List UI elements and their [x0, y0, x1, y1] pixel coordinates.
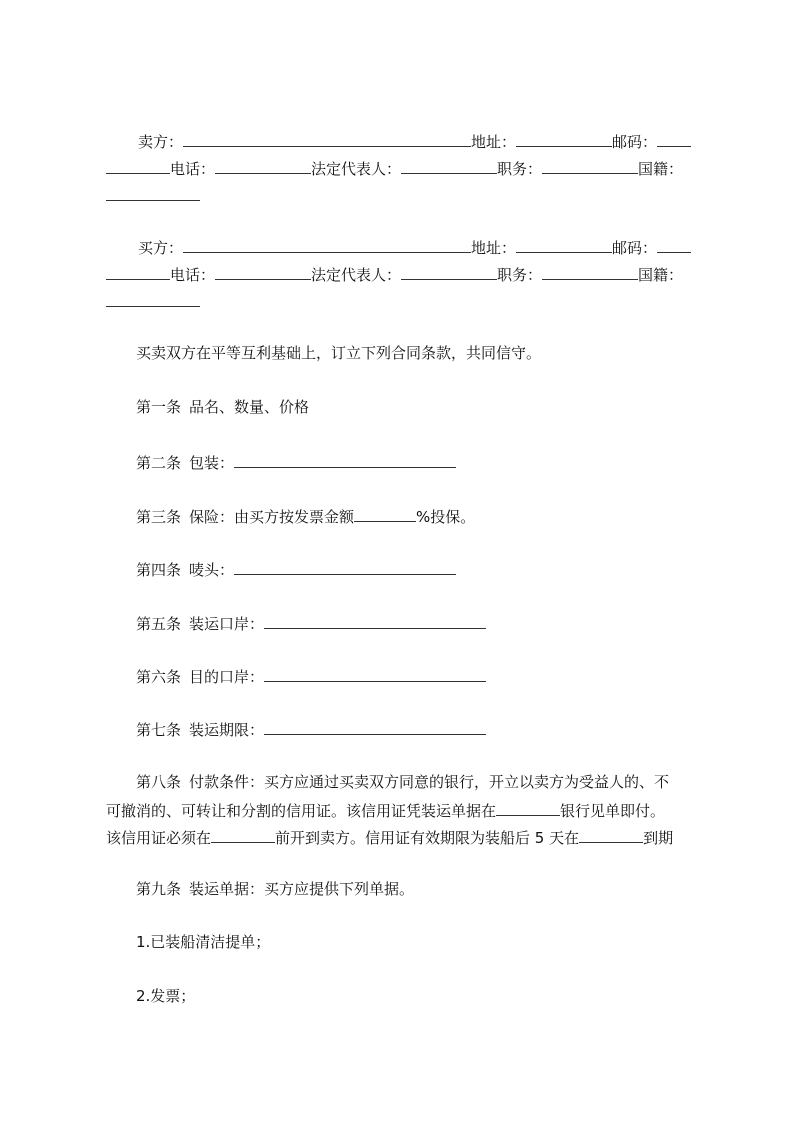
buyer-address-label: 地址：	[471, 239, 517, 257]
bank-blank[interactable]	[496, 799, 560, 816]
seller-address-blank[interactable]	[516, 130, 612, 147]
article-1	[136, 397, 309, 417]
buyer-postcode-label: 邮码：	[612, 239, 658, 257]
insurance-percent-blank[interactable]	[354, 505, 416, 522]
document-item-2: 2.发票；	[136, 987, 196, 1005]
article-5-num: 第五条	[136, 615, 182, 633]
article-7	[136, 718, 486, 740]
article-2-num: 第二条	[136, 454, 182, 472]
article-6	[136, 665, 486, 687]
buyer-legal-rep-label: 法定代表人：	[311, 266, 402, 284]
seller-phone-label: 电话：	[170, 160, 216, 178]
article-6-num: 第六条	[136, 668, 182, 686]
article-6-title: 目的口岸：	[189, 668, 265, 686]
article-8-line-3a: 该信用证必须在	[106, 829, 212, 847]
seller-name-blank[interactable]	[183, 130, 471, 147]
seller-postcode-blank-cont[interactable]	[106, 157, 170, 174]
article-3-suffix: %投保。	[416, 508, 476, 526]
article-8-line-1	[136, 772, 692, 792]
packing-blank[interactable]	[234, 451, 456, 468]
article-5-title: 装运口岸：	[189, 615, 265, 633]
seller-phone-blank[interactable]	[215, 157, 311, 174]
article-8-line-2b: 银行见单即付。	[560, 802, 666, 820]
seller-line-3	[106, 184, 200, 206]
seller-postcode-label: 邮码：	[612, 133, 658, 151]
buyer-line-1	[138, 236, 691, 258]
article-1-title: 品名、数量、价格	[189, 398, 310, 416]
seller-legal-rep-label: 法定代表人：	[311, 160, 402, 178]
seller-label: 卖方：	[138, 133, 184, 151]
buyer-postcode-blank-cont[interactable]	[106, 263, 170, 280]
article-9-num: 第九条	[136, 880, 182, 898]
article-3	[136, 505, 475, 527]
lc-expiry-place-blank[interactable]	[579, 826, 643, 843]
article-9	[136, 879, 414, 899]
buyer-phone-blank[interactable]	[215, 263, 311, 280]
article-4	[136, 558, 456, 580]
article-8-line-3	[106, 826, 673, 848]
seller-postcode-blank[interactable]	[657, 130, 691, 147]
article-2-title: 包装：	[189, 454, 235, 472]
article-7-title: 装运期限：	[189, 721, 265, 739]
article-8-line-2	[106, 799, 665, 821]
article-8-line-1-text: 付款条件：买方应通过买卖双方同意的银行，开立以卖方为受益人的、不	[189, 773, 670, 791]
article-4-title: 唛头：	[189, 561, 235, 579]
destination-port-blank[interactable]	[264, 665, 486, 682]
article-8-line-3c: 到期	[643, 829, 674, 847]
article-2	[136, 451, 456, 473]
article-3-title: 保险：由买方按发票金额	[189, 508, 355, 526]
seller-line-2	[106, 157, 683, 179]
shipping-mark-blank[interactable]	[234, 558, 456, 575]
article-5	[136, 612, 486, 634]
buyer-line-2	[106, 263, 683, 285]
buyer-phone-label: 电话：	[170, 266, 216, 284]
buyer-position-label: 职务：	[497, 266, 543, 284]
document-item-1: 1.已装船清洁提单；	[136, 933, 271, 951]
lc-open-date-blank[interactable]	[211, 826, 275, 843]
seller-address-label: 地址：	[471, 133, 517, 151]
article-9-title: 装运单据：买方应提供下列单据。	[189, 880, 415, 898]
buyer-legal-rep-blank[interactable]	[401, 263, 497, 280]
buyer-line-3	[106, 290, 200, 312]
buyer-position-blank[interactable]	[542, 263, 638, 280]
article-4-num: 第四条	[136, 561, 182, 579]
buyer-postcode-blank[interactable]	[657, 236, 691, 253]
shipment-period-blank[interactable]	[264, 718, 486, 735]
article-1-num: 第一条	[136, 398, 182, 416]
buyer-nationality-label: 国籍：	[638, 266, 684, 284]
article-8-line-3b: 前开到卖方。信用证有效期限为装船后 5 天在	[275, 829, 580, 847]
seller-nationality-label: 国籍：	[638, 160, 684, 178]
seller-nationality-blank[interactable]	[106, 184, 200, 201]
article-8-num: 第八条	[136, 773, 182, 791]
loading-port-blank[interactable]	[264, 612, 486, 629]
buyer-label: 买方：	[138, 239, 184, 257]
article-8-line-2a: 可撤消的、可转让和分割的信用证。该信用证凭装运单据在	[106, 802, 497, 820]
seller-legal-rep-blank[interactable]	[401, 157, 497, 174]
buyer-nationality-blank[interactable]	[106, 290, 200, 307]
seller-line-1	[138, 130, 691, 152]
article-7-num: 第七条	[136, 721, 182, 739]
buyer-address-blank[interactable]	[516, 236, 612, 253]
intro-paragraph: 买卖双方在平等互利基础上，订立下列合同条款，共同信守。	[136, 344, 542, 362]
seller-position-blank[interactable]	[542, 157, 638, 174]
seller-position-label: 职务：	[497, 160, 543, 178]
buyer-name-blank[interactable]	[183, 236, 471, 253]
article-3-num: 第三条	[136, 508, 182, 526]
